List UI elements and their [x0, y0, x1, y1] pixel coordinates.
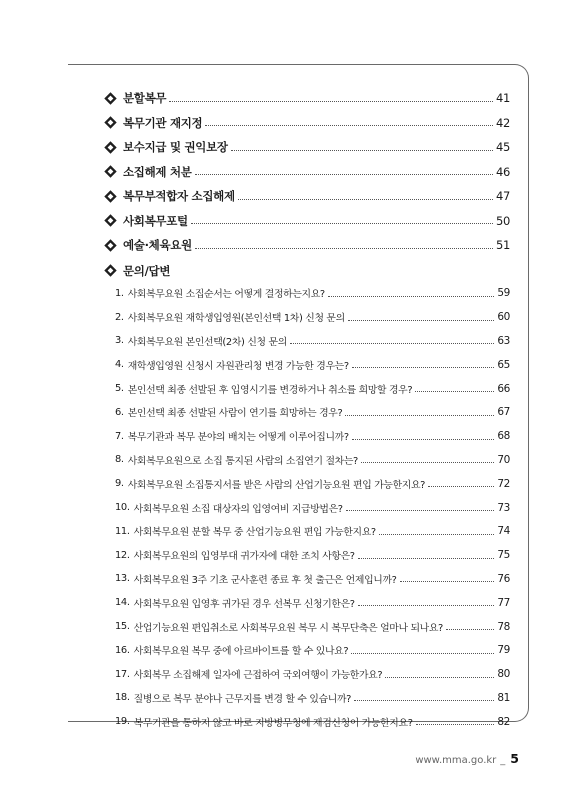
- question-title: 본인선택 최종 선발된 사람이 연기를 희망하는 경우?: [127, 408, 343, 420]
- toc-page-number: 45: [495, 140, 510, 155]
- question-title: 사회복무요원 소집순서는 어떻게 결정하는지요?: [127, 289, 325, 301]
- dotted-leader: [352, 367, 495, 368]
- dotted-leader: [346, 510, 495, 511]
- toc-question-entry[interactable]: [115, 329, 510, 353]
- dotted-leader: [205, 125, 493, 126]
- question-title: 질병으로 복무 분야나 근무지를 변경 할 수 있습니까?: [133, 693, 352, 705]
- toc-page-number: 77: [497, 596, 510, 609]
- dotted-leader: [345, 415, 494, 416]
- toc-question-entry[interactable]: [115, 472, 510, 496]
- toc-question-entry[interactable]: [115, 615, 510, 639]
- dotted-leader: [428, 486, 494, 487]
- footer-separator: _: [500, 755, 506, 766]
- question-number: 2.: [115, 311, 124, 323]
- toc-section-entry[interactable]: [104, 86, 510, 111]
- dotted-leader: [379, 534, 495, 535]
- diamond-bullet-icon: [104, 190, 117, 203]
- toc-page-number: 74: [497, 525, 510, 538]
- footer-url: www.mma.go.kr: [415, 755, 497, 766]
- toc-question-entry[interactable]: [115, 686, 510, 710]
- dotted-leader: [358, 605, 495, 606]
- toc-page-number: 41: [495, 91, 510, 106]
- diamond-bullet-icon: [104, 239, 117, 252]
- question-number: 16.: [115, 644, 130, 656]
- question-number: 3.: [115, 335, 124, 347]
- toc-question-entry[interactable]: [115, 377, 510, 401]
- dotted-leader: [354, 700, 494, 701]
- toc-page-number: 79: [497, 644, 510, 657]
- toc-page-number: 46: [495, 164, 510, 179]
- toc-page-number: 72: [497, 477, 510, 490]
- dotted-leader: [191, 223, 493, 224]
- question-title: 본인선택 최종 선발된 후 입영시기를 변경하거나 취소를 희망할 경우?: [127, 384, 413, 396]
- question-title: 사회복무 소집해제 일자에 근접하여 국외여행이 가능한가요?: [133, 670, 383, 682]
- diamond-bullet-icon: [104, 141, 117, 154]
- question-title: 사회복무요원으로 소집 통지된 사람의 소집연기 절차는?: [127, 455, 358, 467]
- toc-question-entry[interactable]: [115, 353, 510, 377]
- diamond-bullet-icon: [104, 92, 117, 105]
- question-number: 1.: [115, 287, 124, 299]
- toc-page-number: 65: [497, 358, 510, 371]
- toc-question-entry[interactable]: [115, 448, 510, 472]
- dotted-leader: [385, 677, 494, 678]
- question-title: 사회복무요원 입영후 귀가된 경우 선복무 신청기한은?: [133, 598, 355, 610]
- toc-page-number: 75: [497, 549, 510, 562]
- question-title: 사회복무요원 분할 복무 중 산업기능요원 편입 가능한지요?: [133, 527, 376, 539]
- dotted-leader: [169, 101, 493, 102]
- toc-section-entry[interactable]: [104, 135, 510, 160]
- toc-question-entry[interactable]: [115, 543, 510, 567]
- page-footer: [415, 751, 519, 766]
- question-title: 사회복무요원의 입영부대 귀가자에 대한 조치 사항은?: [133, 551, 355, 563]
- dotted-leader: [446, 629, 494, 630]
- question-number: 15.: [115, 621, 130, 633]
- dotted-leader: [361, 462, 494, 463]
- question-number: 10.: [115, 502, 130, 514]
- toc-section-title: 소집해제 처분: [123, 164, 192, 179]
- table-of-contents: [104, 86, 510, 734]
- dotted-leader: [195, 248, 493, 249]
- toc-page-number: 76: [497, 572, 510, 585]
- question-title: 사회복무요원 소집 대상자의 입영여비 지급방법은?: [133, 503, 343, 515]
- toc-page-number: 59: [497, 287, 510, 300]
- toc-page-number: 60: [497, 311, 510, 324]
- toc-page-number: 66: [497, 382, 510, 395]
- question-number: 8.: [115, 454, 124, 466]
- toc-section-entry[interactable]: [104, 160, 510, 185]
- question-number: 9.: [115, 478, 124, 490]
- toc-page-number: 68: [497, 430, 510, 443]
- toc-page-number: 80: [497, 668, 510, 681]
- toc-question-entry[interactable]: [115, 305, 510, 329]
- toc-section-entry[interactable]: [104, 233, 510, 258]
- footer-page-number: 5: [510, 751, 519, 766]
- question-number: 4.: [115, 359, 124, 371]
- toc-page-number: 47: [495, 189, 510, 204]
- toc-section-entry[interactable]: [104, 111, 510, 136]
- question-title: 사회복무요원 본인선택(2차) 신청 문의: [127, 336, 287, 348]
- question-number: 13.: [115, 573, 130, 585]
- question-number: 12.: [115, 549, 130, 561]
- dotted-leader: [416, 724, 495, 725]
- toc-page-number: 67: [497, 406, 510, 419]
- toc-question-entry[interactable]: [115, 519, 510, 543]
- dotted-leader: [415, 391, 494, 392]
- question-title: 산업기능요원 편입취소로 사회복무요원 복무 시 복무단축은 얼마나 되나요?: [133, 622, 443, 634]
- question-number: 11.: [115, 525, 130, 537]
- toc-question-entry[interactable]: [115, 567, 510, 591]
- toc-page-number: 42: [495, 115, 510, 130]
- diamond-bullet-icon: [104, 165, 117, 178]
- toc-page-number: 70: [497, 453, 510, 466]
- question-title: 복무기관과 복무 분야의 배치는 어떻게 이루어집니까?: [127, 432, 349, 444]
- question-title: 사회복무요원 3주 기초 군사훈련 종료 후 첫 출근은 언제입니까?: [133, 574, 397, 586]
- toc-page-number: 63: [497, 334, 510, 347]
- question-number: 17.: [115, 668, 130, 680]
- dotted-leader: [348, 320, 495, 321]
- question-title: 복무기관을 통하지 않고 바로 지방병무청에 재검신청이 가능한지요?: [133, 717, 413, 729]
- question-number: 5.: [115, 383, 124, 395]
- toc-section-title: 사회복무포털: [123, 213, 188, 228]
- toc-section-title: 복무부적합자 소집해제: [123, 189, 235, 204]
- toc-page-number: 51: [495, 238, 510, 253]
- dotted-leader: [328, 296, 495, 297]
- toc-question-entry[interactable]: [115, 282, 510, 306]
- question-number: 18.: [115, 692, 130, 704]
- toc-page-number: 82: [497, 715, 510, 728]
- question-title: 사회복무요원 복무 중에 아르바이트를 할 수 있나요?: [133, 646, 349, 658]
- dotted-leader: [351, 653, 494, 654]
- diamond-bullet-icon: [104, 214, 117, 227]
- dotted-leader: [290, 343, 494, 344]
- toc-page-number: 50: [495, 213, 510, 228]
- toc-section-title: 분할복무: [123, 91, 167, 106]
- question-number: 19.: [115, 716, 130, 728]
- toc-question-entry[interactable]: [115, 710, 510, 734]
- toc-question-entry[interactable]: [115, 400, 510, 424]
- toc-question-entry[interactable]: [115, 638, 510, 662]
- question-title: 재학생입영원 신청시 자원관리청 변경 가능한 경우는?: [127, 360, 349, 372]
- toc-question-entry[interactable]: [115, 591, 510, 615]
- toc-question-entry[interactable]: [115, 424, 510, 448]
- toc-section-title: 복무기관 재지정: [123, 115, 203, 130]
- toc-question-entry[interactable]: [115, 496, 510, 520]
- question-number: 7.: [115, 430, 124, 442]
- dotted-leader: [231, 150, 493, 151]
- dotted-leader: [358, 558, 495, 559]
- toc-section-title: 예술·체육요원: [123, 238, 192, 253]
- toc-section-title: 보수지급 및 권익보장: [123, 140, 228, 155]
- diamond-bullet-icon: [104, 116, 117, 129]
- toc-question-entry[interactable]: [115, 662, 510, 686]
- dotted-leader: [352, 439, 495, 440]
- qa-section-heading[interactable]: [104, 260, 510, 282]
- toc-section-entry[interactable]: [104, 184, 510, 209]
- dotted-leader: [195, 174, 493, 175]
- toc-page-number: 81: [497, 691, 510, 704]
- diamond-bullet-icon: [104, 264, 117, 277]
- dotted-leader: [400, 581, 495, 582]
- dotted-leader: [238, 199, 493, 200]
- toc-section-entry[interactable]: [104, 209, 510, 234]
- toc-page-number: 73: [497, 501, 510, 514]
- toc-page-number: 78: [497, 620, 510, 633]
- question-number: 14.: [115, 597, 130, 609]
- qa-heading-title: 문의/답변: [123, 263, 171, 278]
- question-title: 사회복무요원 재학생입영원(본인선택 1차) 신청 문의: [127, 313, 345, 325]
- question-number: 6.: [115, 406, 124, 418]
- question-title: 사회복무요원 소집통지서를 받은 사람의 산업기능요원 편입 가능한지요?: [127, 479, 426, 491]
